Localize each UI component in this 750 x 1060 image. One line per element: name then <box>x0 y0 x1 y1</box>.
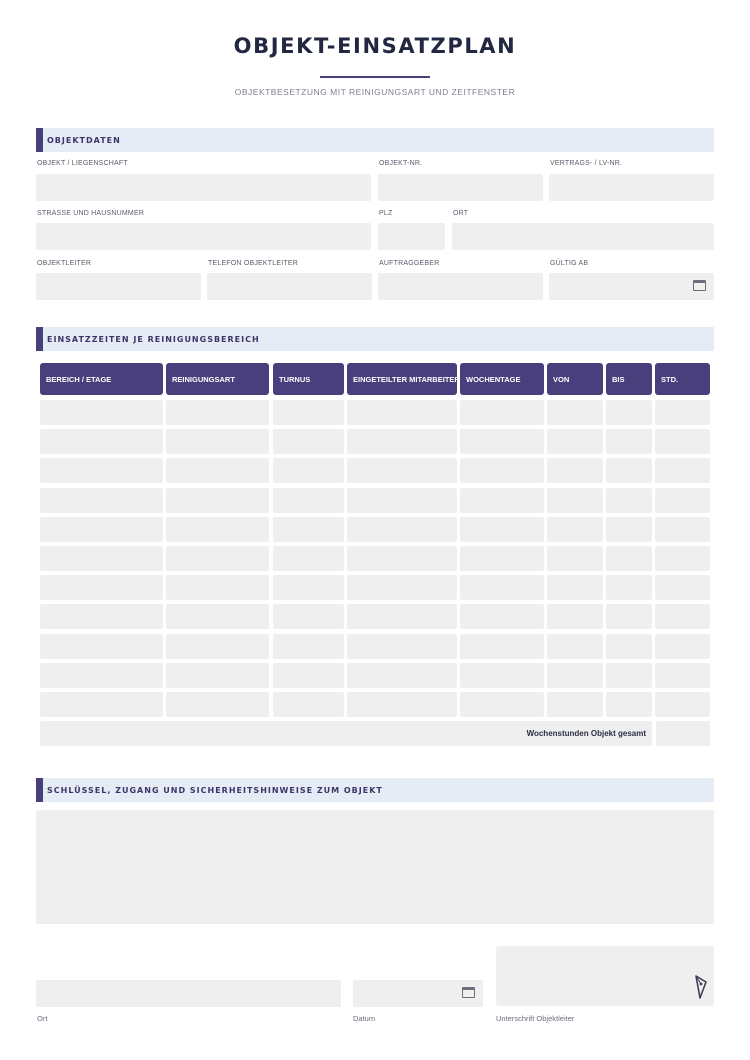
table-cell-col-reinigungsart[interactable] <box>166 488 269 513</box>
table-cell-col-wochentage[interactable] <box>460 517 544 542</box>
table-header-col-wochentage: WOCHENTAGE <box>460 363 544 395</box>
table-cell-col-bereich[interactable] <box>40 692 163 717</box>
table-cell-col-turnus[interactable] <box>273 604 344 629</box>
ort-signature-field[interactable] <box>36 980 341 1007</box>
table-cell-col-reinigungsart[interactable] <box>166 692 269 717</box>
table-cell-col-von[interactable] <box>547 692 603 717</box>
objekt-field[interactable] <box>36 174 371 201</box>
table-cell-col-bis[interactable] <box>606 517 652 542</box>
label-vertrags-nr: VERTRAGS- / LV-NR. <box>550 160 623 167</box>
table-header-col-bis: BIS <box>606 363 652 395</box>
table-cell-col-von[interactable] <box>547 604 603 629</box>
table-cell-col-mitarbeiter[interactable] <box>347 458 457 483</box>
table-cell-col-wochentage[interactable] <box>460 400 544 425</box>
label-auftraggeber: AUFTRAGGEBER <box>379 260 440 267</box>
table-cell-col-von[interactable] <box>547 488 603 513</box>
table-cell-col-mitarbeiter[interactable] <box>347 546 457 571</box>
table-cell-col-von[interactable] <box>547 634 603 659</box>
table-cell-col-turnus[interactable] <box>273 488 344 513</box>
table-cell-col-wochentage[interactable] <box>460 663 544 688</box>
table-cell-col-std[interactable] <box>655 634 710 659</box>
section-objektdaten <box>36 128 714 152</box>
table-cell-col-std[interactable] <box>655 663 710 688</box>
table-cell-col-turnus[interactable] <box>273 634 344 659</box>
plz-field[interactable] <box>378 223 445 250</box>
table-cell-col-std[interactable] <box>655 429 710 454</box>
table-cell-col-wochentage[interactable] <box>460 575 544 600</box>
strasse-field[interactable] <box>36 223 371 250</box>
section-einsatzzeiten-heading: EINSATZZEITEN JE REINIGUNGSBEREICH <box>47 334 260 344</box>
table-cell-col-std[interactable] <box>655 575 710 600</box>
table-cell-col-wochentage[interactable] <box>460 604 544 629</box>
telefon-field[interactable] <box>207 273 372 300</box>
table-header-col-von: VON <box>547 363 603 395</box>
table-cell-col-bis[interactable] <box>606 692 652 717</box>
total-hours-field[interactable] <box>656 721 710 746</box>
table-cell-col-mitarbeiter[interactable] <box>347 488 457 513</box>
page-title: OBJEKT-EINSATZPLAN <box>233 34 517 58</box>
table-cell-col-turnus[interactable] <box>273 517 344 542</box>
table-cell-col-std[interactable] <box>655 458 710 483</box>
table-cell-col-std[interactable] <box>655 517 710 542</box>
table-cell-col-von[interactable] <box>547 429 603 454</box>
label-strasse: STRASSE UND HAUSNUMMER <box>37 210 145 217</box>
table-header-col-std: STD. <box>655 363 710 395</box>
table-cell-col-reinigungsart[interactable] <box>166 429 269 454</box>
table-cell-col-reinigungsart[interactable] <box>166 634 269 659</box>
table-cell-col-turnus[interactable] <box>273 663 344 688</box>
label-telefon: TELEFON OBJEKTLEITER <box>208 260 298 267</box>
table-cell-col-bis[interactable] <box>606 429 652 454</box>
label-ort: ORT <box>453 210 469 217</box>
objektleiter-field[interactable] <box>36 273 201 300</box>
table-cell-col-mitarbeiter[interactable] <box>347 517 457 542</box>
gueltig-ab-field[interactable] <box>549 273 714 300</box>
table-cell-col-wochentage[interactable] <box>460 546 544 571</box>
unterschrift-label: Unterschrift Objektleiter <box>496 1014 575 1023</box>
vertrags-nr-field[interactable] <box>549 174 714 201</box>
table-cell-col-mitarbeiter[interactable] <box>347 692 457 717</box>
table-cell-col-von[interactable] <box>547 546 603 571</box>
table-cell-col-std[interactable] <box>655 692 710 717</box>
label-objekt-nr: OBJEKT-NR. <box>379 160 423 167</box>
table-cell-col-reinigungsart[interactable] <box>166 663 269 688</box>
table-cell-col-bereich[interactable] <box>40 458 163 483</box>
table-cell-col-mitarbeiter[interactable] <box>347 663 457 688</box>
section-einsatzzeiten <box>36 327 714 351</box>
table-cell-col-bereich[interactable] <box>40 575 163 600</box>
table-cell-col-mitarbeiter[interactable] <box>347 429 457 454</box>
table-cell-col-bereich[interactable] <box>40 429 163 454</box>
table-header-col-bereich: BEREICH / ETAGE <box>40 363 163 395</box>
table-header-col-mitarbeiter: EINGETEILTER MITARBEITER <box>347 363 457 395</box>
total-label: Wochenstunden Objekt gesamt <box>526 729 646 738</box>
table-cell-col-von[interactable] <box>547 575 603 600</box>
table-cell-col-mitarbeiter[interactable] <box>347 400 457 425</box>
table-cell-col-reinigungsart[interactable] <box>166 546 269 571</box>
table-cell-col-reinigungsart[interactable] <box>166 604 269 629</box>
table-cell-col-bis[interactable] <box>606 604 652 629</box>
table-cell-col-bereich[interactable] <box>40 488 163 513</box>
table-cell-col-std[interactable] <box>655 400 710 425</box>
table-cell-col-std[interactable] <box>655 488 710 513</box>
signature-box[interactable] <box>496 946 714 1006</box>
title-divider <box>320 76 430 78</box>
table-cell-col-mitarbeiter[interactable] <box>347 575 457 600</box>
ort-label: Ort <box>37 1014 48 1023</box>
label-gueltig-ab: GÜLTIG AB <box>550 260 589 267</box>
table-cell-col-wochentage[interactable] <box>460 458 544 483</box>
table-cell-col-von[interactable] <box>547 517 603 542</box>
table-cell-col-turnus[interactable] <box>273 429 344 454</box>
calendar-icon[interactable] <box>693 280 706 291</box>
ort-field[interactable] <box>452 223 714 250</box>
table-cell-col-bis[interactable] <box>606 663 652 688</box>
total-row <box>40 721 652 746</box>
table-cell-col-turnus[interactable] <box>273 546 344 571</box>
table-cell-col-mitarbeiter[interactable] <box>347 634 457 659</box>
table-cell-col-std[interactable] <box>655 604 710 629</box>
table-cell-col-std[interactable] <box>655 546 710 571</box>
table-cell-col-bereich[interactable] <box>40 634 163 659</box>
table-cell-col-wochentage[interactable] <box>460 488 544 513</box>
table-cell-col-wochentage[interactable] <box>460 429 544 454</box>
table-cell-col-bis[interactable] <box>606 400 652 425</box>
auftraggeber-field[interactable] <box>378 273 543 300</box>
table-cell-col-bis[interactable] <box>606 488 652 513</box>
table-cell-col-reinigungsart[interactable] <box>166 400 269 425</box>
table-cell-col-wochentage[interactable] <box>460 692 544 717</box>
table-header-col-reinigungsart: REINIGUNGSART <box>166 363 269 395</box>
calendar-icon[interactable] <box>462 987 475 998</box>
table-cell-col-bereich[interactable] <box>40 400 163 425</box>
table-cell-col-bereich[interactable] <box>40 517 163 542</box>
table-cell-col-turnus[interactable] <box>273 575 344 600</box>
table-cell-col-bereich[interactable] <box>40 604 163 629</box>
table-cell-col-bereich[interactable] <box>40 546 163 571</box>
table-cell-col-von[interactable] <box>547 400 603 425</box>
table-cell-col-mitarbeiter[interactable] <box>347 604 457 629</box>
table-cell-col-bis[interactable] <box>606 575 652 600</box>
table-header-col-turnus: TURNUS <box>273 363 344 395</box>
table-cell-col-turnus[interactable] <box>273 692 344 717</box>
label-objekt: OBJEKT / LIEGENSCHAFT <box>37 160 128 167</box>
label-plz: PLZ <box>379 210 393 217</box>
table-cell-col-reinigungsart[interactable] <box>166 575 269 600</box>
hinweise-textarea[interactable] <box>36 810 714 924</box>
label-objektleiter: OBJEKTLEITER <box>37 260 92 267</box>
table-cell-col-bereich[interactable] <box>40 663 163 688</box>
page-subtitle: OBJEKTBESETZUNG MIT REINIGUNGSART UND ZEITFENSTER <box>234 87 516 97</box>
table-cell-col-turnus[interactable] <box>273 458 344 483</box>
table-cell-col-wochentage[interactable] <box>460 634 544 659</box>
table-cell-col-von[interactable] <box>547 458 603 483</box>
section-objektdaten-heading: OBJEKTDATEN <box>47 135 121 145</box>
section-hinweise <box>36 778 714 802</box>
table-cell-col-bis[interactable] <box>606 546 652 571</box>
section-hinweise-heading: SCHLÜSSEL, ZUGANG UND SICHERHEITSHINWEISE ZUM OBJEKT <box>47 785 383 795</box>
table-cell-col-bis[interactable] <box>606 458 652 483</box>
datum-label: Datum <box>353 1014 376 1023</box>
table-cell-col-turnus[interactable] <box>273 400 344 425</box>
table-cell-col-von[interactable] <box>547 663 603 688</box>
table-cell-col-bis[interactable] <box>606 634 652 659</box>
table-cell-col-reinigungsart[interactable] <box>166 458 269 483</box>
pen-nib-icon <box>694 974 708 1000</box>
objekt-nr-field[interactable] <box>378 174 543 201</box>
table-cell-col-reinigungsart[interactable] <box>166 517 269 542</box>
